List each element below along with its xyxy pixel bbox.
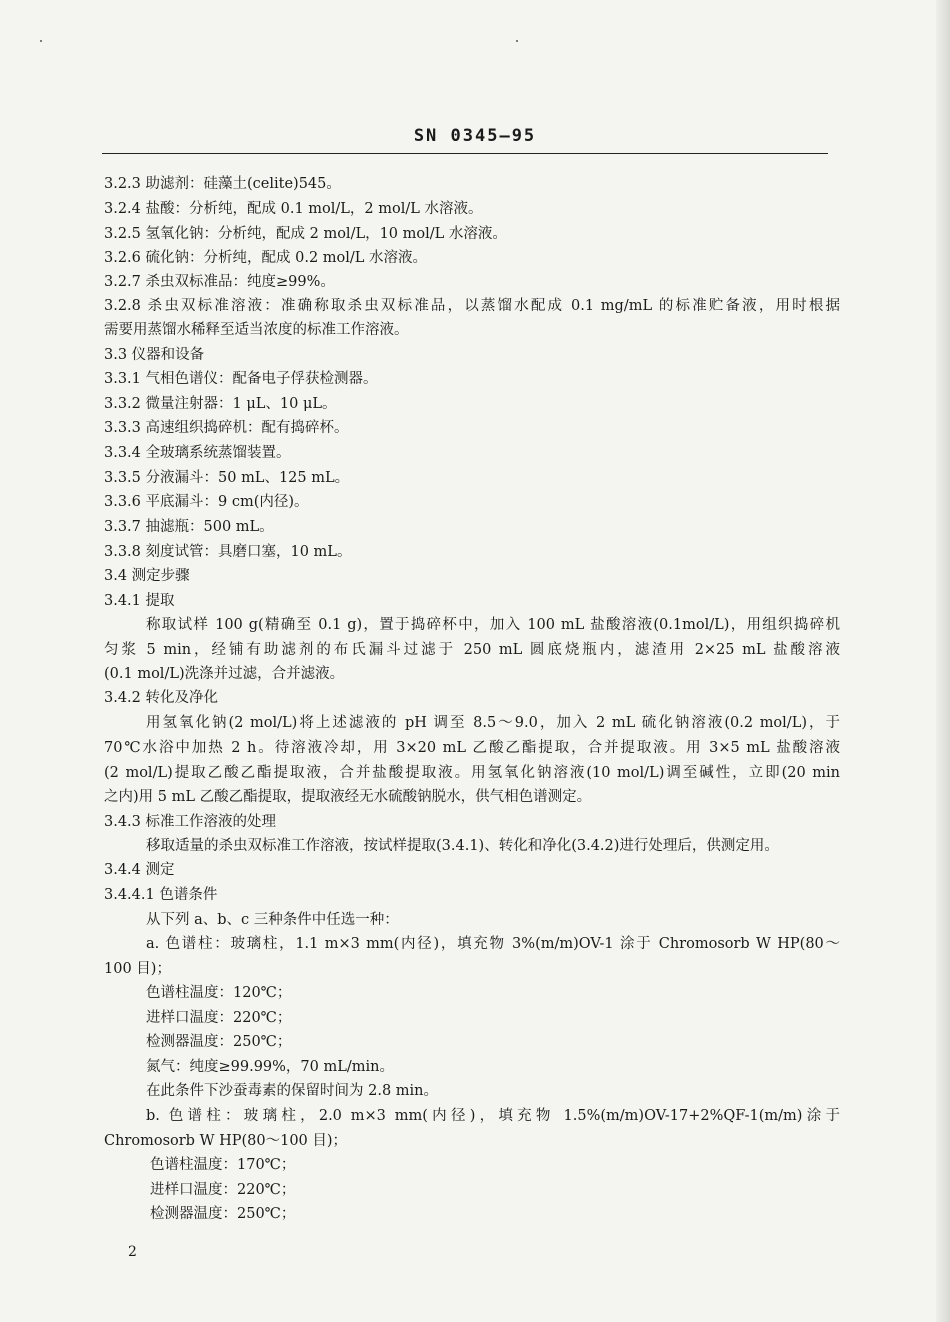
clause-3-3-6: 3.3.6 平底漏斗：9 cm(内径)。 xyxy=(104,494,309,510)
clause-3-3-1: 3.3.1 气相色谱仪：配备电子俘获检测器。 xyxy=(104,371,378,387)
section-3-3-heading: 3.3 仪器和设备 xyxy=(104,347,205,363)
condition-a-inlet-temp: 进样口温度：220℃； xyxy=(146,1010,292,1026)
clause-3-3-7: 3.3.7 抽滤瓶：500 mL。 xyxy=(104,519,274,535)
clause-3-4-1-heading: 3.4.1 提取 xyxy=(104,593,175,609)
condition-a-nitrogen: 氮气：纯度≥99.99%，70 mL/min。 xyxy=(146,1059,394,1075)
clause-3-3-8: 3.3.8 刻度试管：具磨口塞，10 mL。 xyxy=(104,544,352,560)
condition-a-column-cont: 100 目)； xyxy=(104,961,171,977)
condition-b-column: b. 色谱柱：玻璃柱，2.0 m×3 mm(内径)，填充物 1.5%(m/m)OV-17+2%QF-1(m/m)涂于 xyxy=(146,1108,840,1124)
condition-b-column-cont: Chromosorb W HP(80～100 目)； xyxy=(104,1133,348,1149)
section-3-4-heading: 3.4 测定步骤 xyxy=(104,568,190,584)
condition-b-column-temp: 色谱柱温度：170℃； xyxy=(150,1157,296,1173)
condition-a-retention-time: 在此条件下沙蚕毒素的保留时间为 2.8 min。 xyxy=(146,1083,439,1099)
scan-speck xyxy=(40,40,42,42)
clause-3-4-4-1-heading: 3.4.4.1 色谱条件 xyxy=(104,887,218,903)
standard-id: SN 0345—95 xyxy=(413,126,537,146)
clause-3-3-2: 3.3.2 微量注射器：1 μL、10 μL。 xyxy=(104,396,337,412)
clause-3-3-5: 3.3.5 分液漏斗：50 mL、125 mL。 xyxy=(104,470,350,486)
paragraph-line: 移取适量的杀虫双标准工作溶液，按试样提取(3.4.1)、转化和净化(3.4.2)进行处理后，供测定用。 xyxy=(146,838,779,854)
page-number: 2 xyxy=(128,1244,137,1260)
clause-3-2-3: 3.2.3 助滤剂：硅藻土(celite)545。 xyxy=(104,176,341,192)
paragraph-line: 从下列 a、b、c 三种条件中任选一种： xyxy=(146,912,399,928)
condition-b-detector-temp: 检测器温度：250℃； xyxy=(150,1206,296,1222)
clause-3-2-8-cont: 需要用蒸馏水稀释至适当浓度的标准工作溶液。 xyxy=(104,322,409,338)
header-rule xyxy=(102,153,828,154)
clause-3-2-8: 3.2.8 杀虫双标准溶液：准确称取杀虫双标准品，以蒸馏水配成 0.1 mg/mL 的标准贮备液，用时根据 xyxy=(104,298,840,314)
scan-speck xyxy=(516,40,518,42)
clause-3-2-7: 3.2.7 杀虫双标准品：纯度≥99%。 xyxy=(104,274,335,290)
condition-a-column: a. 色谱柱：玻璃柱，1.1 m×3 mm(内径)，填充物 3%(m/m)OV-1 涂于 Chromosorb W HP(80～ xyxy=(146,936,840,952)
paragraph-line: (0.1 mol/L)洗涤并过滤，合并滤液。 xyxy=(104,666,345,682)
clause-3-2-5: 3.2.5 氢氧化钠：分析纯，配成 2 mol/L，10 mol/L 水溶液。 xyxy=(104,226,507,242)
condition-a-column-temp: 色谱柱温度：120℃； xyxy=(146,985,292,1001)
clause-3-3-4: 3.3.4 全玻璃系统蒸馏装置。 xyxy=(104,445,291,461)
paragraph-line: 70℃水浴中加热 2 h。待溶液冷却，用 3×20 mL 乙酸乙酯提取，合并提取液。用 3×5 mL 盐酸溶液 xyxy=(104,740,840,756)
clause-3-4-4-heading: 3.4.4 测定 xyxy=(104,862,175,878)
paragraph-line: 用氢氧化钠(2 mol/L)将上述滤液的 pH 调至 8.5～9.0，加入 2 mL 硫化钠溶液(0.2 mol/L)，于 xyxy=(146,715,840,731)
scan-edge xyxy=(936,0,950,1322)
paragraph-line: 匀浆 5 min，经铺有助滤剂的布氏漏斗过滤于 250 mL 圆底烧瓶内，滤渣用 2×25 mL 盐酸溶液 xyxy=(104,642,840,658)
clause-3-4-3-heading: 3.4.3 标准工作溶液的处理 xyxy=(104,814,277,830)
paragraph-line: (2 mol/L)提取乙酸乙酯提取液，合并盐酸提取液。用氢氧化钠溶液(10 mol/L)调至碱性，立即(20 min xyxy=(104,765,840,781)
paragraph-line: 称取试样 100 g(精确至 0.1 g)，置于捣碎杯中，加入 100 mL 盐酸溶液(0.1mol/L)，用组织捣碎机 xyxy=(146,617,840,633)
clause-3-4-2-heading: 3.4.2 转化及净化 xyxy=(104,690,219,706)
clause-3-2-4: 3.2.4 盐酸：分析纯，配成 0.1 mol/L，2 mol/L 水溶液。 xyxy=(104,201,483,217)
paragraph-line: 之内)用 5 mL 乙酸乙酯提取，提取液经无水硫酸钠脱水，供气相色谱测定。 xyxy=(104,789,592,805)
condition-b-inlet-temp: 进样口温度：220℃； xyxy=(150,1182,296,1198)
clause-3-3-3: 3.3.3 高速组织捣碎机：配有捣碎杯。 xyxy=(104,420,349,436)
clause-3-2-6: 3.2.6 硫化钠：分析纯，配成 0.2 mol/L 水溶液。 xyxy=(104,250,428,266)
condition-a-detector-temp: 检测器温度：250℃； xyxy=(146,1034,292,1050)
